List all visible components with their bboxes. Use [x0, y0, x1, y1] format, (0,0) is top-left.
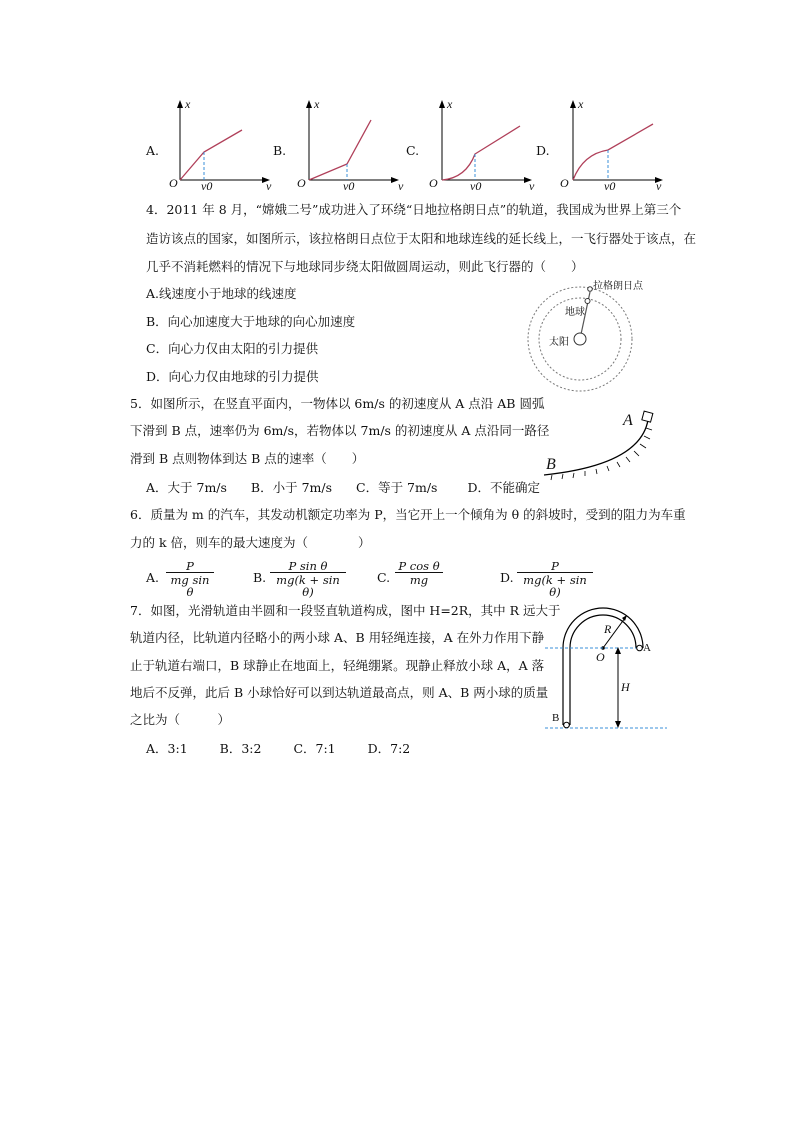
track-center-label: O: [596, 650, 605, 664]
q7-line-2: 轨道内径，比轨道内径略小的两小球 A、B 用轻绳连接，A 在外力作用下静: [130, 630, 545, 645]
q7-option-d: D．7:2: [367, 741, 411, 756]
q4-option-c: C．向心力仅由太阳的引力提供: [146, 341, 319, 356]
q6-line-1: 6．质量为 m 的汽车，其发动机额定功率为 P，当它开上一个倾角为 θ 的斜坡时，受到的阻力为车重: [130, 507, 686, 522]
q5-option-c: C．等于 7m/s: [356, 480, 438, 495]
q6-option-c-label: C.: [377, 570, 391, 585]
graph-c-origin: O: [429, 176, 438, 190]
graph-b-origin: O: [297, 176, 306, 190]
q5-line-1: 5．如图所示，在竖直平面内，一物体以 6m/s 的初速度从 A 点沿 AB 圆弧: [130, 396, 545, 411]
ball-a-label: A: [643, 642, 651, 654]
q5-option-a: A．大于 7m/s: [146, 480, 227, 495]
graph-a-ylabel: x: [185, 97, 191, 111]
graph-a-v0-text: v0: [201, 179, 213, 193]
graph-b-xlabel: v: [398, 179, 404, 193]
q6-b-denominator: mg(k + sin θ): [270, 572, 346, 598]
earth-label: 地球: [565, 307, 585, 318]
q6-d-numerator: P: [551, 559, 559, 573]
graph-d-v0: v0: [604, 179, 616, 193]
q6-d-denominator: mg(k + sin θ): [517, 572, 593, 598]
q6-option-b-label: B.: [253, 570, 267, 585]
q7-option-c: C．7:1: [293, 741, 336, 756]
graph-a-origin: O: [169, 176, 178, 190]
track-figure: [545, 600, 675, 735]
q7-options: [146, 742, 410, 756]
q4-line-2: 造访该点的国家，如图所示，该拉格朗日点位于太阳和地球连线的延长线上，一飞行器处于该点，在: [146, 231, 697, 246]
q5-option-b: B．小于 7m/s: [250, 480, 333, 495]
graph-d-ylabel: x: [578, 97, 584, 111]
q6-option-c-fraction: [395, 560, 443, 586]
graph-b-ylabel: x: [314, 97, 320, 111]
q6-line-2: 力的 k 倍，则车的最大速度为（ ）: [130, 535, 371, 550]
height-label: H: [621, 680, 630, 694]
q6-c-numerator: P cos θ: [398, 559, 440, 573]
graph-b-label: B.: [273, 143, 287, 158]
lagrange-orbit-figure: [527, 277, 667, 397]
q6-option-b-fraction: [270, 560, 346, 598]
q6-option-a-fraction: [166, 560, 214, 598]
q4-option-a: A.线速度小于地球的线速度: [146, 286, 297, 301]
arc-point-b: B: [546, 456, 556, 473]
graph-c: [428, 96, 538, 196]
graph-a-xlabel: v: [266, 179, 272, 193]
q7-line-3: 止于轨道右端口，B 球静止在地面上，轻绳绷紧。现静止释放小球 A，A 落: [130, 658, 545, 673]
ball-b-label: B: [552, 712, 560, 724]
q6-a-numerator: P: [186, 559, 194, 573]
graph-d-label: D.: [536, 143, 550, 158]
q6-b-numerator: P sin θ: [288, 559, 328, 573]
q5-line-2: 下滑到 B 点，速率仍为 6m/s，若物体以 7m/s 的初速度从 A 点沿同一路径: [130, 423, 550, 438]
q6-a-denominator: mg sin θ: [166, 572, 214, 598]
q7-option-b: B．3:2: [219, 741, 262, 756]
q5-option-d: D．不能确定: [467, 480, 540, 495]
q4-option-b: B．向心加速度大于地球的向心加速度: [146, 314, 356, 329]
graph-a-label: A.: [146, 143, 160, 158]
q4-line-3: 几乎不消耗燃料的情况下与地球同步绕太阳做圆周运动，则此飞行器的（ ）: [146, 259, 584, 274]
lagrange-point-label: 拉格朗日点: [593, 281, 643, 292]
graph-a: [166, 96, 276, 196]
q6-option-d-fraction: [517, 560, 593, 598]
arc-track-figure: [540, 410, 670, 485]
q7-line-5: 之比为（ ）: [130, 712, 231, 727]
q4-option-d: D．向心力仅由地球的引力提供: [146, 369, 319, 384]
q7-line-4: 地后不反弹，此后 B 小球恰好可以到达轨道最高点，则 A、B 两小球的质量: [130, 685, 549, 700]
track-radius-label: R: [604, 622, 612, 636]
graph-c-ylabel: x: [447, 97, 453, 111]
q7-option-a: A．3:1: [146, 741, 188, 756]
q6-option-d-label: D.: [500, 570, 514, 585]
sun-label: 太阳: [549, 337, 569, 348]
q6-option-a-label: A.: [146, 570, 160, 585]
q5-options: [146, 481, 540, 495]
q4-line-1: 4．2011 年 8 月，“嫦娥二号”成功进入了环绕“日地拉格朗日点”的轨道，我国成为世界上第三个: [146, 202, 682, 217]
arc-point-a: A: [623, 412, 633, 429]
q7-line-1: 7．如图，光滑轨道由半圆和一段竖直轨道构成，图中 H=2R，其中 R 远大于: [130, 603, 561, 618]
q5-line-3: 滑到 B 点则物体到达 B 点的速率（ ）: [130, 451, 365, 466]
graph-b-v0: v0: [343, 179, 355, 193]
graph-c-xlabel: v: [529, 179, 535, 193]
graph-c-label: C.: [406, 143, 420, 158]
graph-d-origin: O: [560, 176, 569, 190]
graph-d-xlabel: v: [656, 179, 662, 193]
graph-a-v0: [201, 179, 212, 194]
q6-c-denominator: mg: [395, 572, 443, 586]
graph-c-v0: v0: [470, 179, 482, 193]
